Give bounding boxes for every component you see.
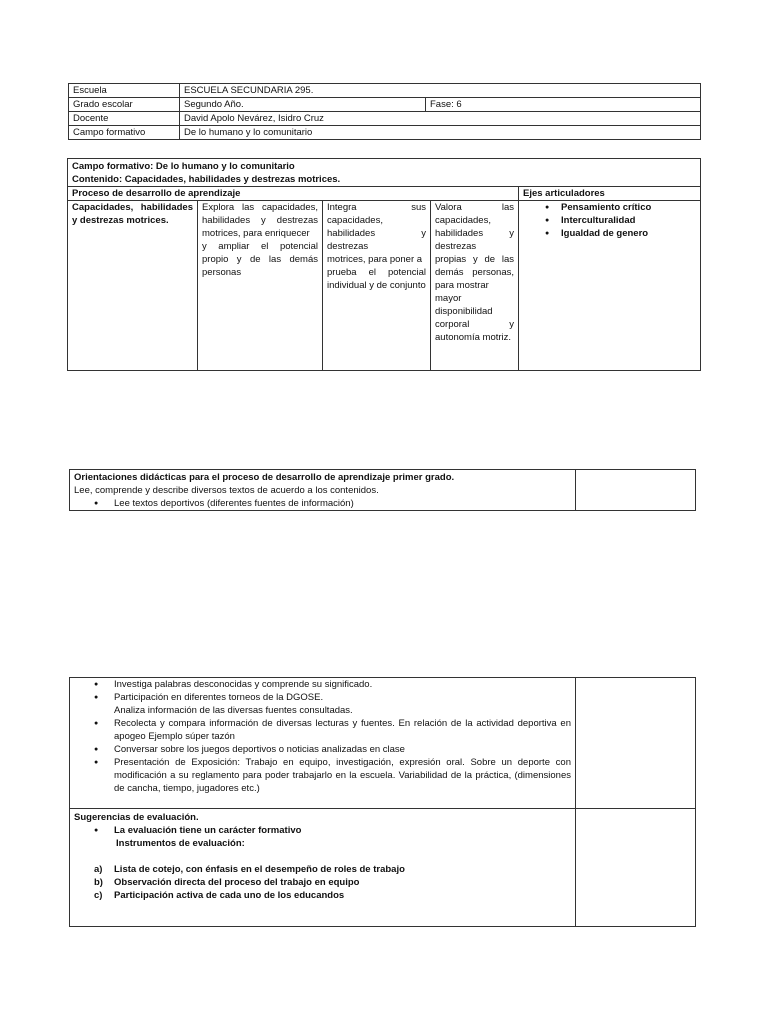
campo-table [67,158,701,371]
actividades-empty-cell [576,678,696,809]
ejes-header: Ejes articuladores [519,187,701,201]
list-item: b) Observación directa del proceso del trabajo en equipo [94,877,360,888]
value-grado: Segundo Año. [180,98,426,112]
list-item: ● Igualdad de genero [523,227,696,240]
list-item: ● Presentación de Exposición: Trabajo en equipo, investigación, expresión oral. Sobre un deporte con modificación a su reglamento para poder trabajarlo en la escuela. Variabilidad de la práctica, (dimensiones de cancha, tiempo, jugadores etc.) [74,756,571,795]
label-docente: Docente [69,112,180,126]
value-docente: David Apolo Nevárez, Isidro Cruz [180,112,701,126]
orientaciones-title: Orientaciones didácticas para el proceso de desarrollo de aprendizaje primer grado. [74,472,455,483]
ejes-list [523,201,696,240]
actividades-table [69,677,696,927]
instrumentos-label: Instrumentos de evaluación: [116,838,245,849]
list-item: a) Lista de cotejo, con énfasis en el desempeño de roles de trabajo [94,864,405,875]
campo-content: Contenido: Capacidades, habilidades y destrezas motrices. [72,174,341,185]
sub-note: Analiza información de las diversas fuentes consultadas. [114,705,353,716]
proceso-col3: Integra sus capacidades, habilidades y destrezas motrices, para poner a prueba el potencial individual y de conjunto [323,201,431,371]
label-campo: Campo formativo [69,126,180,140]
value-escuela: ESCUELA SECUNDARIA 295. [180,84,701,98]
evaluacion-empty-cell [576,809,696,927]
list-item: ● Recolecta y compara información de diversas lecturas y fuentes. En relación de la actividad deportiva en apogeo Ejemplo súper tazón [74,717,571,743]
list-item: ● Lee textos deportivos (diferentes fuentes de información) [74,497,571,510]
value-fase: Fase: 6 [426,98,701,112]
list-item: c) Participación activa de cada uno de los educandos [94,890,345,901]
ejes-cell [519,201,701,371]
orientaciones-table [69,469,696,511]
list-item: ● Investiga palabras desconocidas y comprende su significado. [74,678,571,691]
orientaciones-list [74,497,571,510]
orientaciones-empty-cell [576,470,696,511]
value-campo: De lo humano y lo comunitario [180,126,701,140]
proceso-col2: Explora las capacidades, habilidades y destrezas motrices, para enriquecer y ampliar el potencial propio y de las demás personas [198,201,323,371]
label-grado: Grado escolar [69,98,180,112]
list-item: ● Conversar sobre los juegos deportivos o noticias analizadas en clase [74,743,571,756]
instrumentos-list [74,863,571,902]
orientaciones-intro: Lee, comprende y describe diversos textos de acuerdo a los contenidos. [74,485,379,496]
actividades-list [74,678,571,795]
evaluacion-title: Sugerencias de evaluación. [74,812,199,823]
proceso-header: Proceso de desarrollo de aprendizaje [68,187,519,201]
proceso-col1: Capacidades, habilidades y destrezas motrices. [68,201,198,371]
list-item: ● Interculturalidad [523,214,696,227]
list-item: ● La evaluación tiene un carácter formativo [74,824,571,837]
header-table [68,83,701,140]
proceso-col4: Valora las capacidades, habilidades y destrezas propias y de las demás personas, para mostrar mayor disponibilidad corporal y autonomía motriz. [431,201,519,371]
label-escuela: Escuela [69,84,180,98]
list-item: ● Pensamiento crítico [523,201,696,214]
evaluacion-bullets [74,824,571,837]
list-item: ● Participación en diferentes torneos de la DGOSE. [74,691,571,704]
campo-title: Campo formativo: De lo humano y lo comunitario [72,161,295,172]
